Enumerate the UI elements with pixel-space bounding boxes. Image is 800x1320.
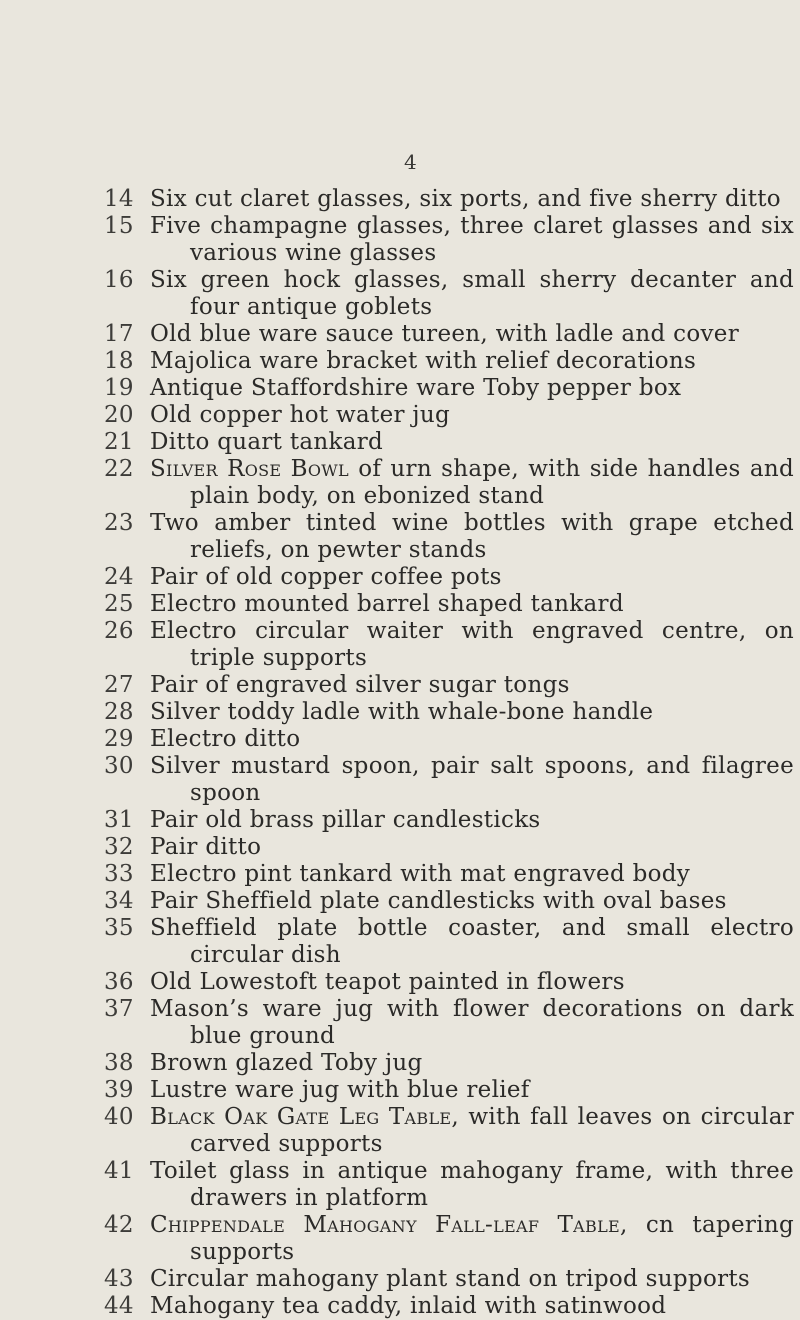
lot-description (150, 564, 794, 591)
lot-text: Electro circular waiter with engraved centre, on triple supports (150, 618, 794, 671)
lot-description (150, 321, 794, 348)
lot-description (150, 375, 794, 402)
lot-number: 21 (104, 429, 134, 455)
lot-item (104, 213, 794, 267)
lot-text: Two amber tinted wine bottles with grape etched reliefs, on pewter stands (150, 510, 794, 563)
lot-text: Sheffield plate bottle coaster, and small electro circular dish (150, 915, 794, 968)
lot-number: 22 (104, 456, 134, 482)
lot-description (150, 186, 794, 213)
lot-number: 27 (104, 672, 134, 698)
lot-number: 33 (104, 861, 134, 887)
lot-description (150, 1293, 794, 1320)
lot-number: 35 (104, 915, 134, 941)
lot-number: 20 (104, 402, 134, 428)
lot-description (150, 618, 794, 672)
lot-description (150, 753, 794, 807)
lot-item (104, 1158, 794, 1212)
lot-description (150, 1158, 794, 1212)
lot-number: 37 (104, 996, 134, 1022)
page-number: 4 (404, 150, 417, 174)
lot-text: Old copper hot water jug (150, 402, 450, 428)
lot-number: 23 (104, 510, 134, 536)
lot-text: Majolica ware bracket with relief decorations (150, 348, 697, 374)
lot-item (104, 186, 794, 213)
lot-text: Silver mustard spoon, pair salt spoons, and filagree spoon (150, 753, 794, 806)
lot-text: Five champagne glasses, three claret glasses and six various wine glasses (150, 213, 794, 266)
lot-item (104, 1050, 794, 1077)
lot-description (150, 915, 794, 969)
lot-item (104, 618, 794, 672)
lot-description (150, 807, 794, 834)
lot-item (104, 1266, 794, 1293)
lot-number: 19 (104, 375, 134, 401)
lot-text: Electro mounted barrel shaped tankard (150, 591, 624, 617)
lot-item (104, 1212, 794, 1266)
lot-text: Mahogany tea caddy, inlaid with satinwood (150, 1293, 667, 1319)
lot-text: Pair old brass pillar candlesticks (150, 807, 541, 833)
lot-number: 32 (104, 834, 134, 860)
lot-description (150, 267, 794, 321)
lot-text: Silver toddy ladle with whale-bone handle (150, 699, 654, 725)
lot-text: Old blue ware sauce tureen, with ladle and cover (150, 321, 739, 347)
lot-number: 34 (104, 888, 134, 914)
lot-item (104, 888, 794, 915)
lot-description (150, 591, 794, 618)
lot-description (150, 510, 794, 564)
lot-description (150, 834, 794, 861)
lot-number: 38 (104, 1050, 134, 1076)
lot-text: Six cut claret glasses, six ports, and five sherry ditto (150, 186, 781, 212)
lot-item (104, 510, 794, 564)
lot-item (104, 996, 794, 1050)
lot-description (150, 429, 794, 456)
lot-item (104, 321, 794, 348)
lot-description (150, 726, 794, 753)
lot-item (104, 969, 794, 996)
lot-number: 36 (104, 969, 134, 995)
lot-item (104, 348, 794, 375)
lot-text: Toilet glass in antique mahogany frame, with three drawers in platform (150, 1158, 794, 1211)
lot-lead-title: Silver Rose Bowl (150, 456, 349, 482)
lot-text: Pair ditto (150, 834, 262, 860)
lot-number: 41 (104, 1158, 134, 1184)
lot-item (104, 672, 794, 699)
lot-item (104, 429, 794, 456)
lot-number: 40 (104, 1104, 134, 1130)
lot-text: , cn tapering supports (190, 1212, 794, 1265)
lot-description (150, 456, 794, 510)
lot-description (150, 213, 794, 267)
lot-number: 25 (104, 591, 134, 617)
lot-number: 14 (104, 186, 134, 212)
lot-text: Lustre ware jug with blue relief (150, 1077, 530, 1103)
lot-item (104, 456, 794, 510)
lot-item (104, 726, 794, 753)
lot-item (104, 564, 794, 591)
lot-description (150, 672, 794, 699)
lot-text: Pair Sheffield plate candlesticks with oval bases (150, 888, 727, 914)
lot-item (104, 591, 794, 618)
lot-item (104, 402, 794, 429)
lot-list (104, 186, 794, 1320)
lot-description (150, 699, 794, 726)
lot-number: 24 (104, 564, 134, 590)
lot-number: 26 (104, 618, 134, 644)
lot-description (150, 1212, 794, 1266)
lot-description (150, 888, 794, 915)
lot-number: 15 (104, 213, 134, 239)
lot-text: of urn shape, with side handles and plain body, on ebonized stand (190, 456, 795, 509)
lot-text: Antique Staffordshire ware Toby pepper box (150, 375, 682, 401)
lot-description (150, 1266, 794, 1293)
lot-text: Six green hock glasses, small sherry decanter and four antique goblets (150, 267, 794, 320)
lot-item (104, 834, 794, 861)
lot-number: 17 (104, 321, 134, 347)
lot-item (104, 267, 794, 321)
lot-number: 18 (104, 348, 134, 374)
lot-number: 16 (104, 267, 134, 293)
lot-text: Electro pint tankard with mat engraved body (150, 861, 691, 887)
lot-lead-title: Black Oak Gate Leg Table (150, 1104, 452, 1130)
lot-item (104, 1293, 794, 1320)
lot-item (104, 753, 794, 807)
lot-text: , with fall leaves on circular carved supports (190, 1104, 794, 1157)
lot-text: Pair of old copper coffee pots (150, 564, 502, 590)
lot-item (104, 915, 794, 969)
lot-description (150, 1104, 794, 1158)
lot-item (104, 1077, 794, 1104)
lot-description (150, 1077, 794, 1104)
lot-text: Brown glazed Toby jug (150, 1050, 423, 1076)
lot-text: Ditto quart tankard (150, 429, 384, 455)
lot-text: Mason’s ware jug with flower decorations on dark blue ground (150, 996, 794, 1049)
lot-number: 30 (104, 753, 134, 779)
lot-item (104, 807, 794, 834)
lot-number: 31 (104, 807, 134, 833)
lot-text: Circular mahogany plant stand on tripod supports (150, 1266, 751, 1292)
lot-number: 39 (104, 1077, 134, 1103)
lot-number: 29 (104, 726, 134, 752)
lot-text: Old Lowestoft teapot painted in flowers (150, 969, 625, 995)
lot-lead-title: Chippendale Mahogany Fall-leaf Table (150, 1212, 620, 1238)
lot-item (104, 1104, 794, 1158)
lot-description (150, 348, 794, 375)
lot-number: 28 (104, 699, 134, 725)
lot-number: 42 (104, 1212, 134, 1238)
lot-description (150, 861, 794, 888)
lot-description (150, 996, 794, 1050)
lot-number: 43 (104, 1266, 134, 1292)
lot-number: 44 (104, 1293, 134, 1319)
lot-item (104, 375, 794, 402)
lot-description (150, 402, 794, 429)
lot-text: Electro ditto (150, 726, 301, 752)
lot-description (150, 969, 794, 996)
lot-item (104, 699, 794, 726)
lot-item (104, 861, 794, 888)
lot-text: Pair of engraved silver sugar tongs (150, 672, 570, 698)
lot-description (150, 1050, 794, 1077)
